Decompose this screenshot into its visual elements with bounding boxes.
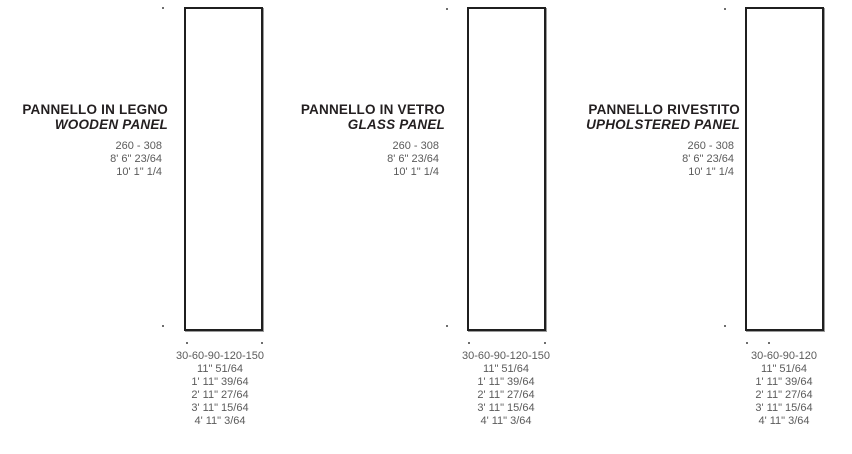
height-dimension-line: 260 - 308 — [115, 140, 162, 152]
panel-width-dimensions — [426, 350, 586, 428]
dimension-mark-dot — [724, 8, 726, 10]
height-dimension-line: 10' 1" 1/4 — [393, 166, 439, 178]
height-dimension-line: 10' 1" 1/4 — [116, 166, 162, 178]
panel-title-italian: PANNELLO IN VETRO — [300, 102, 445, 117]
panel-title-italian: PANNELLO RIVESTITO — [588, 102, 740, 117]
panel-outline — [467, 7, 546, 331]
panel-height-dimensions — [277, 140, 445, 179]
panel-label-block — [572, 102, 740, 179]
width-dimension-line: 4' 11" 3/64 — [758, 415, 810, 427]
panel-width-dimensions — [140, 350, 300, 428]
width-dimension-line: 4' 11" 3/64 — [194, 415, 246, 427]
width-dimension-line: 2' 11" 27/64 — [477, 389, 535, 401]
height-dimension-line: 260 - 308 — [687, 140, 734, 152]
width-dimension-line: 11" 51/64 — [761, 363, 807, 375]
panel-title-english: UPHOLSTERED PANEL — [586, 117, 740, 132]
panel-width-series: 30-60-90-120-150 — [175, 350, 265, 362]
width-dimension-line: 11" 51/64 — [197, 363, 243, 375]
panel-outline — [745, 7, 824, 331]
dimension-mark-dot — [468, 342, 470, 344]
dimension-mark-dot — [544, 342, 546, 344]
dimension-mark-dot — [724, 325, 726, 327]
height-dimension-line: 8' 6" 23/64 — [110, 153, 162, 165]
width-dimension-line: 3' 11" 15/64 — [755, 402, 813, 414]
dimension-mark-dot — [768, 342, 770, 344]
width-dimension-line: 2' 11" 27/64 — [755, 389, 813, 401]
height-dimension-line: 8' 6" 23/64 — [387, 153, 439, 165]
width-dimension-line: 1' 11" 39/64 — [755, 376, 813, 388]
dimension-mark-dot — [261, 342, 263, 344]
dimension-mark-dot — [446, 8, 448, 10]
panel-width-series: 30-60-90-120 — [750, 350, 818, 362]
dimension-mark-dot — [446, 325, 448, 327]
panel-width-series: 30-60-90-120-150 — [461, 350, 551, 362]
dimension-mark-dot — [186, 342, 188, 344]
width-dimension-line: 4' 11" 3/64 — [480, 415, 532, 427]
dimension-mark-dot — [746, 342, 748, 344]
height-dimension-line: 260 - 308 — [392, 140, 439, 152]
dimension-mark-dot — [162, 325, 164, 327]
panel-title-italian: PANNELLO IN LEGNO — [22, 102, 168, 117]
panel-title-english: WOODEN PANEL — [54, 117, 168, 132]
panel-label-block — [277, 102, 445, 179]
width-dimension-line: 2' 11" 27/64 — [191, 389, 249, 401]
panel-width-dimensions — [704, 350, 852, 428]
panel-height-dimensions — [0, 140, 168, 179]
height-dimension-line: 10' 1" 1/4 — [688, 166, 734, 178]
width-dimension-line: 3' 11" 15/64 — [477, 402, 535, 414]
width-dimension-line: 3' 11" 15/64 — [191, 402, 249, 414]
panel-title-english: GLASS PANEL — [347, 117, 445, 132]
panel-height-dimensions — [572, 140, 740, 179]
dimension-mark-dot — [162, 7, 164, 9]
width-dimension-line: 1' 11" 39/64 — [477, 376, 535, 388]
width-dimension-line: 1' 11" 39/64 — [191, 376, 249, 388]
panel-label-block — [0, 102, 168, 179]
height-dimension-line: 8' 6" 23/64 — [682, 153, 734, 165]
panel-outline — [184, 7, 263, 331]
width-dimension-line: 11" 51/64 — [483, 363, 529, 375]
